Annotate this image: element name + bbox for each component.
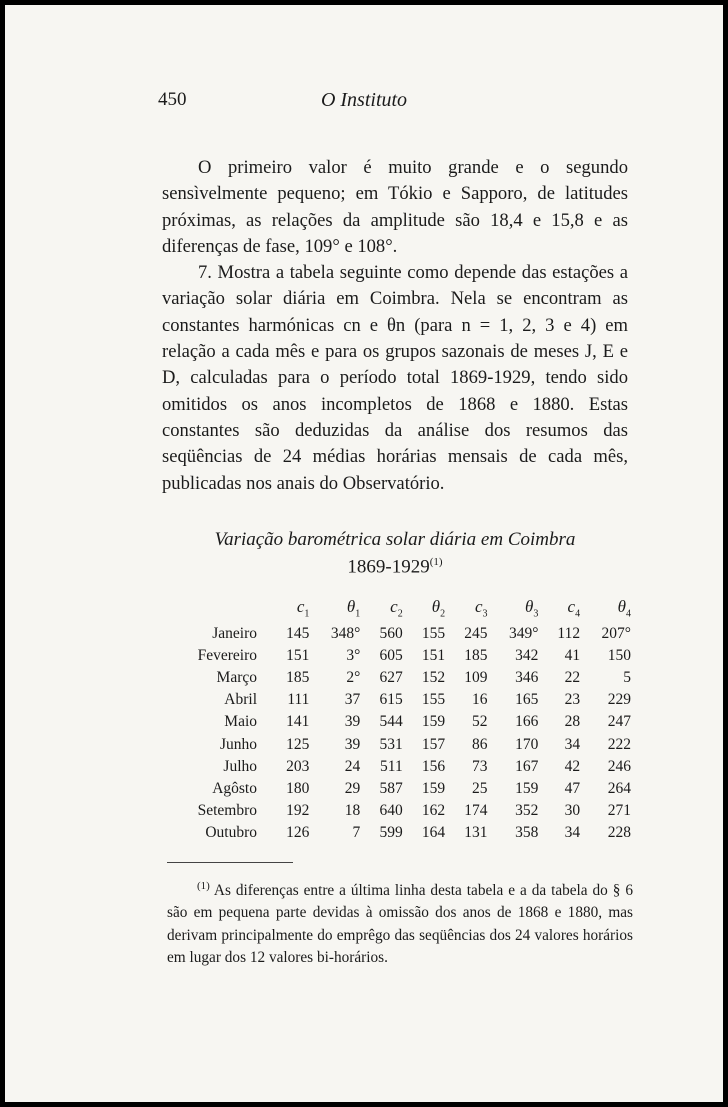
- table-cell: 185: [464, 647, 488, 665]
- table-cell: 511: [380, 757, 403, 775]
- column-header: [411, 593, 453, 623]
- table-row: [167, 800, 639, 822]
- month-label: Janeiro: [212, 625, 257, 643]
- column-header: [368, 593, 410, 623]
- column-header: [453, 593, 495, 623]
- month-label: Julho: [223, 757, 257, 775]
- table-cell: 170: [515, 735, 539, 753]
- table-cell: 39: [344, 713, 361, 731]
- table-cell: 151: [421, 647, 446, 665]
- table-cell: 246: [607, 757, 631, 775]
- column-symbol: θ: [346, 596, 356, 616]
- table-cell: 126: [286, 823, 310, 841]
- caption-footnote-ref: (1): [429, 556, 443, 568]
- table-cell: 125: [286, 735, 310, 753]
- month-label: Fevereiro: [197, 647, 257, 665]
- table-caption-title: Variação barométrica solar diária em Coimbra: [214, 529, 576, 550]
- table-row: [167, 778, 639, 800]
- month-label: Outubro: [205, 823, 257, 841]
- table-cell: 3°: [346, 647, 361, 665]
- column-subscript: 3: [533, 608, 539, 620]
- table-cell: 39: [344, 735, 361, 753]
- table-cell: 348°: [330, 625, 361, 643]
- table-cell: 52: [472, 713, 488, 731]
- table-cell: 245: [464, 625, 488, 643]
- table-cell: 47: [564, 779, 581, 797]
- table-cell: 207°: [601, 625, 631, 643]
- column-symbol: c: [390, 596, 398, 616]
- column-header: [275, 593, 317, 623]
- table-row: [167, 822, 639, 844]
- table-cell: 346: [515, 669, 539, 687]
- table-row: [167, 733, 639, 755]
- column-subscript: 3: [482, 608, 488, 620]
- column-symbol: θ: [617, 596, 626, 616]
- table-cell: 29: [344, 779, 361, 797]
- table-cell: 180: [286, 779, 310, 797]
- table-cell: 605: [379, 647, 403, 665]
- month-label: Março: [216, 669, 257, 687]
- table-cell: 73: [472, 757, 488, 775]
- table-cell: 615: [379, 691, 403, 709]
- table-cell: 25: [472, 779, 488, 797]
- table-cell: 34: [564, 735, 581, 753]
- column-subscript: 2: [440, 608, 446, 620]
- table-cell: 342: [515, 647, 539, 665]
- table-cell: 228: [607, 823, 631, 841]
- table-cell: 349°: [508, 625, 539, 643]
- paragraph-2: 7. Mostra a tabela seguinte como depende das estações a variação solar diária em Coimbra. Nela se encontram as constantes harmónicas cn e θn (para n = 1, 2, 3 e 4) em relação a cada mês e para os grupos sazonais de meses J, E e D, calculadas para o período total 1869-1929, tendo sido omitidos os anos incompletos de 1868 e 1880. Estas constantes são deduzidas da análise dos resumos das seqüências de 24 médias horárias mensais de cada mês, publicadas nos anais do Observatório.: [162, 262, 628, 494]
- table-cell: 23: [564, 691, 581, 709]
- table-cell: 271: [607, 801, 631, 819]
- table-caption-years: [155, 556, 635, 578]
- month-label: Maio: [224, 713, 257, 731]
- table-cell: 159: [421, 779, 446, 797]
- table-cell: 247: [607, 713, 631, 731]
- running-title: O Instituto: [320, 89, 408, 111]
- column-symbol: θ: [525, 596, 534, 616]
- column-symbol: c: [296, 596, 305, 616]
- footnote-mark: (1): [197, 880, 210, 892]
- table-cell: 599: [379, 823, 403, 841]
- book-page: [5, 5, 723, 1102]
- table-cell: 22: [564, 669, 581, 687]
- table-cell: 24: [344, 757, 361, 775]
- footnote-rule: [167, 862, 293, 863]
- body-text: [162, 155, 628, 497]
- table-cell: 7: [352, 823, 361, 841]
- caption-years-text: 1869-1929: [347, 556, 430, 578]
- table-cell: 156: [421, 757, 446, 775]
- table-cell: 222: [607, 735, 631, 753]
- table-cell: 640: [379, 801, 403, 819]
- table-cell: 165: [515, 691, 539, 709]
- table-cell: 264: [607, 779, 631, 797]
- column-header: [588, 593, 639, 623]
- table-cell: 174: [464, 801, 488, 819]
- table-cell: 141: [286, 713, 310, 731]
- table-cell: 192: [286, 801, 310, 819]
- table-row: [167, 711, 639, 733]
- footnote-text: As diferenças entre a última linha desta tabela e a da tabela do § 6 são em pequena parte devidas à omissão dos anos de 1868 e 1880, mas derivam principalmente do emprêgo das seqüências dos 24 valores horários em lugar dos 12 valores bi-horários.: [167, 882, 633, 966]
- column-symbol: c: [475, 596, 483, 616]
- page-header: [5, 89, 723, 119]
- table-body: [167, 623, 639, 844]
- column-header: [317, 593, 368, 623]
- column-subscript: 1: [304, 608, 310, 620]
- table-cell: 145: [286, 625, 310, 643]
- table-row: [167, 689, 639, 711]
- table-cell: 560: [379, 625, 403, 643]
- month-column-header: [167, 593, 275, 623]
- column-symbol: c: [567, 596, 576, 616]
- table-cell: 352: [515, 801, 539, 819]
- table-row: [167, 756, 639, 778]
- column-subscript: 4: [575, 608, 581, 620]
- table-cell: 152: [421, 669, 446, 687]
- table-cell: 167: [515, 757, 539, 775]
- column-subscript: 2: [397, 608, 403, 620]
- table-cell: 2°: [346, 669, 361, 687]
- table-cell: 229: [607, 691, 631, 709]
- month-label: Junho: [219, 735, 257, 753]
- table-cell: 166: [515, 713, 539, 731]
- table-cell: 358: [515, 823, 539, 841]
- column-header: [496, 593, 547, 623]
- table-cell: 131: [464, 823, 488, 841]
- table-cell: 30: [564, 801, 581, 819]
- table-cell: 18: [344, 801, 361, 819]
- month-label: Agôsto: [212, 779, 257, 797]
- page-number: 450: [158, 89, 187, 110]
- table-row: [167, 623, 639, 645]
- table-cell: 544: [379, 713, 403, 731]
- table-cell: 157: [421, 735, 446, 753]
- table-cell: 162: [421, 801, 446, 819]
- table-row: [167, 667, 639, 689]
- table-cell: 16: [472, 691, 488, 709]
- column-subscript: 4: [626, 608, 631, 620]
- table-header-row: [167, 593, 639, 623]
- table-cell: 587: [379, 779, 403, 797]
- table-cell: 627: [379, 669, 403, 687]
- column-subscript: 1: [355, 608, 361, 620]
- table-cell: 155: [421, 691, 446, 709]
- table-cell: 164: [421, 823, 446, 841]
- table-cell: 150: [607, 647, 631, 665]
- table-cell: 159: [421, 713, 446, 731]
- table-cell: 111: [287, 691, 310, 709]
- table-cell: 151: [286, 647, 310, 665]
- table-cell: 41: [564, 647, 581, 665]
- month-label: Setembro: [197, 801, 257, 819]
- table-cell: 5: [623, 669, 631, 687]
- table-cell: 109: [464, 669, 488, 687]
- harmonic-constants-table: [167, 593, 639, 844]
- column-symbol: θ: [431, 596, 441, 616]
- column-header: [546, 593, 588, 623]
- table-cell: 112: [557, 625, 581, 643]
- month-label: Abril: [224, 691, 257, 709]
- table-cell: 155: [421, 625, 446, 643]
- table-cell: 37: [344, 691, 361, 709]
- table-cell: 531: [379, 735, 403, 753]
- table-row: [167, 645, 639, 667]
- table-cell: 185: [286, 669, 310, 687]
- table-cell: 203: [286, 757, 310, 775]
- table-cell: 159: [515, 779, 539, 797]
- table-cell: 42: [564, 757, 581, 775]
- footnote: [167, 875, 633, 969]
- table-cell: 86: [472, 735, 488, 753]
- paragraph-1: O primeiro valor é muito grande e o segundo sensìvelmente pequeno; em Tókio e Sapporo, de latitudes próximas, as relações da amplitude são 18,4 e 15,8 e as diferenças de fase, 109° e 108°.: [162, 157, 628, 257]
- table-cell: 34: [564, 823, 581, 841]
- table-cell: 28: [564, 713, 581, 731]
